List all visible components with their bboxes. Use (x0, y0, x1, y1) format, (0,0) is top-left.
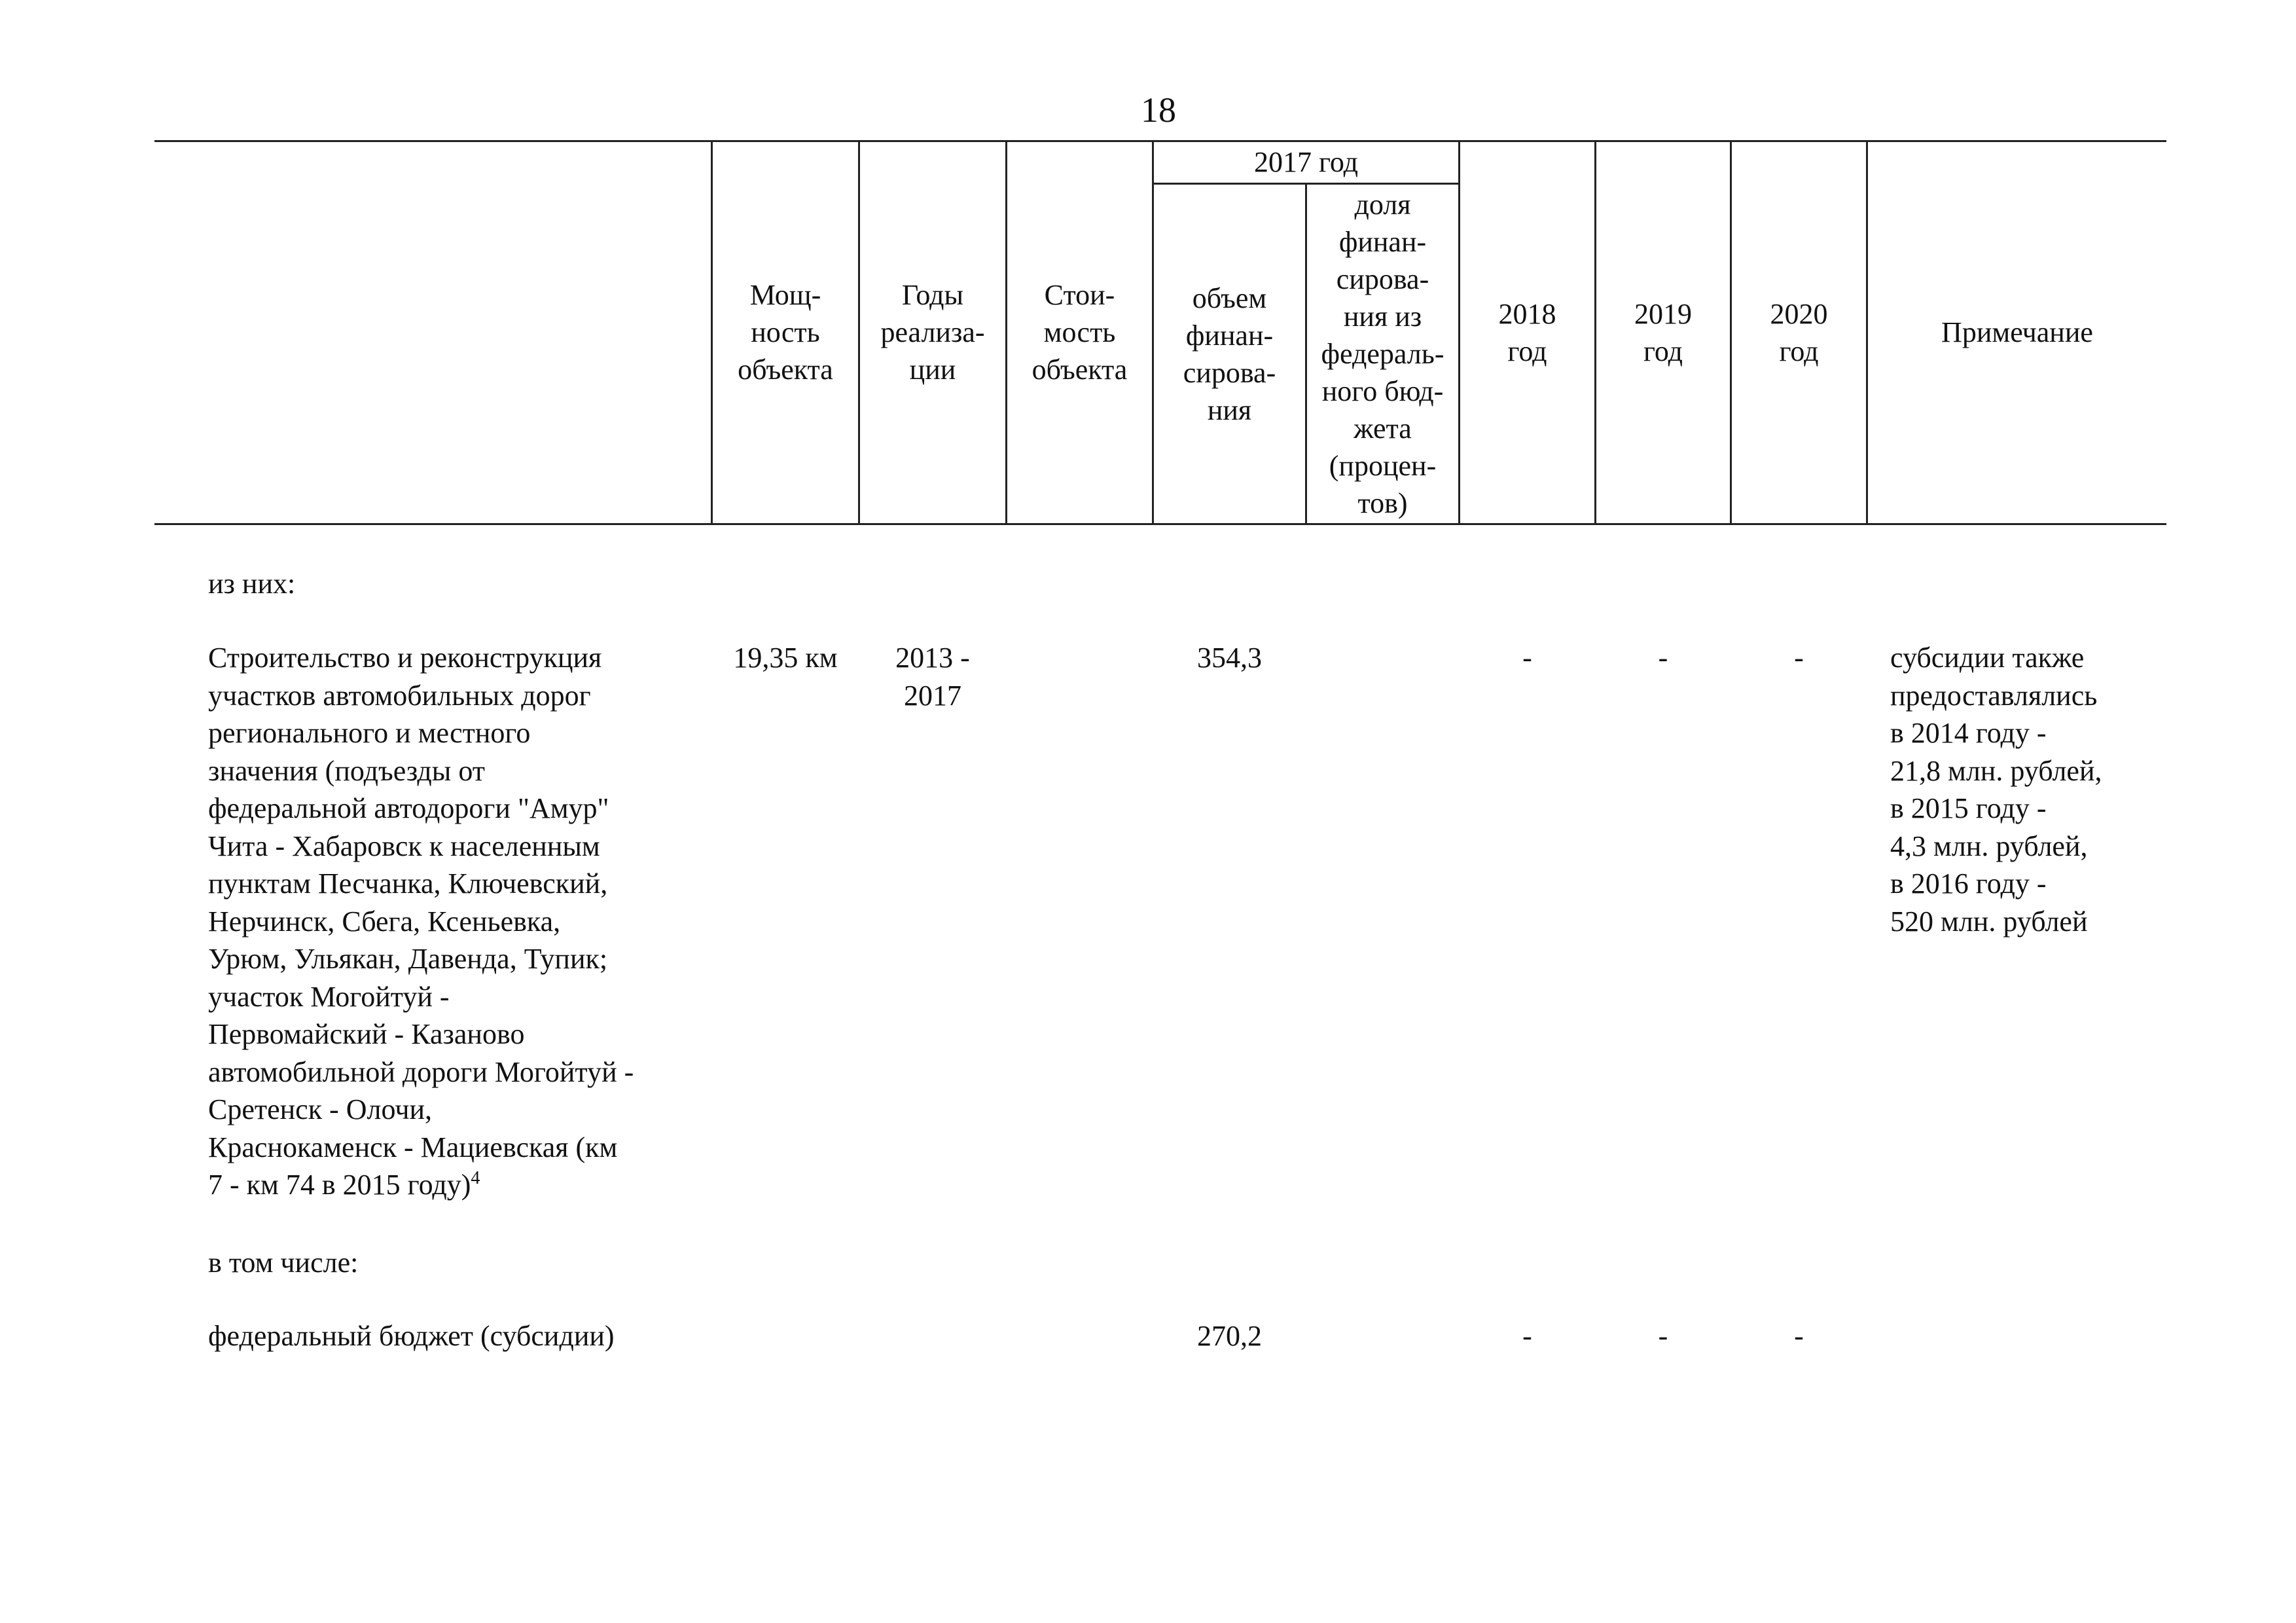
federal-name: федеральный бюджет (субсидии) (208, 1320, 615, 1352)
construction-note: субсидии также предоставлялись в 2014 году - 21,8 млн. рублей, в 2015 году - 4,3 млн. рублей, в 2016 году - 520 млн. рублей (1890, 642, 2102, 938)
page-number: 18 (1141, 90, 1176, 130)
header-2020: 2020 год (1770, 297, 1828, 367)
header-years: Годы реализа- ции (880, 279, 985, 386)
row-of-them: из них: (208, 568, 296, 600)
header-share: доля финан- сирова- ния из федераль- ного бюд- жета (процен- тов) (1321, 189, 1444, 519)
construction-years: 2013 - 2017 (895, 642, 970, 712)
construction-2019: - (1658, 642, 1668, 674)
header-bottom-rule (154, 523, 2166, 525)
header-note: Примечание (1941, 316, 2093, 348)
federal-2018: - (1522, 1320, 1532, 1352)
header-volume: объем финан- сирова- ния (1183, 282, 1276, 426)
footnote-marker: 4 (471, 1168, 480, 1188)
construction-volume: 354,3 (1197, 642, 1262, 674)
construction-2020: - (1794, 642, 1804, 674)
row-including: в том числе: (208, 1247, 359, 1279)
construction-2018: - (1522, 642, 1532, 674)
header-2018: 2018 год (1498, 297, 1556, 367)
header-power: Мощ- ность объекта (738, 279, 833, 386)
federal-volume: 270,2 (1197, 1320, 1262, 1352)
construction-name: Строительство и реконструкция участков автомобильных дорог регионального и местного значения (подъезды от федеральной автодороги "Амур" Чита - Хабаровск к населенным пунктам Песчанка, Ключевский, Нерчинск, Сбега, Ксеньевка, Урюм, Ульякан, Давенда, Тупик; участок Могойтуй - Первомайский - Казаново автомобильной дороги Могойтуй - Сретенск - Олочи, Краснокаменск - Мациевская (км 7 - км 74 в 2015 году)$^4$ (208, 642, 634, 1201)
federal-2019: - (1658, 1320, 1668, 1352)
header-2019: 2019 год (1634, 297, 1692, 367)
federal-2020: - (1794, 1320, 1804, 1352)
construction-power: 19,35 км (733, 642, 838, 674)
header-year-2017: 2017 год (1253, 146, 1359, 178)
header-cost: Стои- мость объекта (1031, 279, 1128, 386)
